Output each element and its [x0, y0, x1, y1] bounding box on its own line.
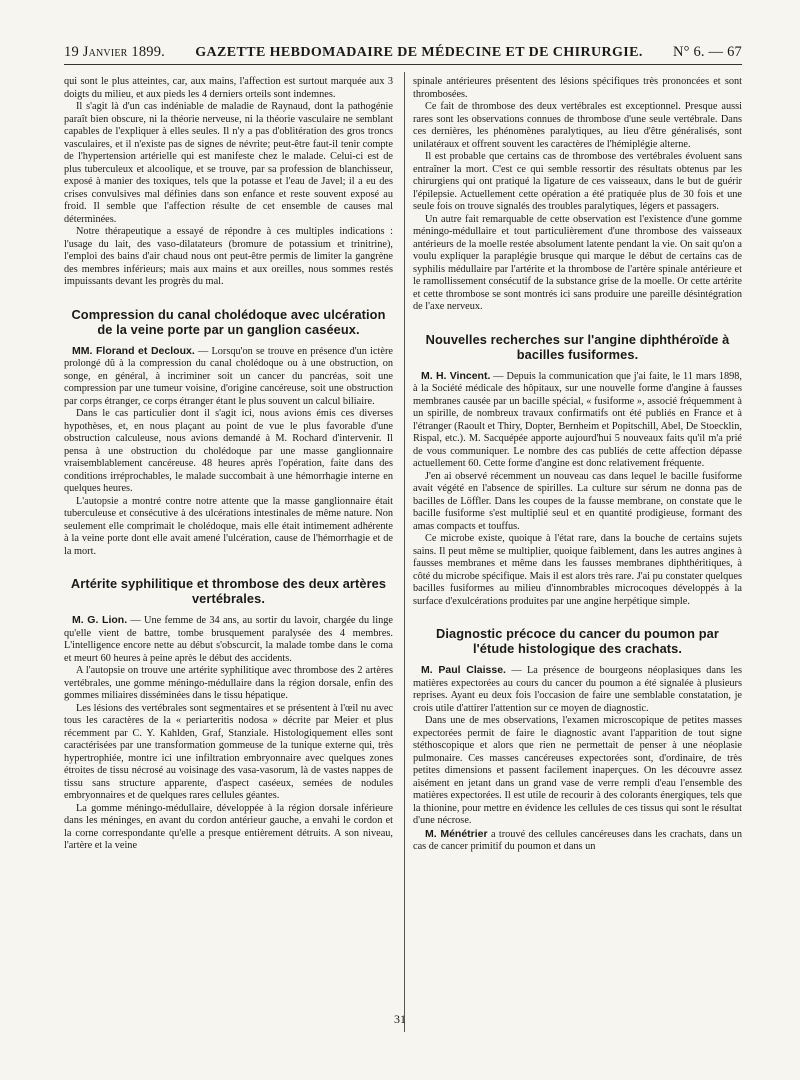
- paragraph: [413, 370, 742, 471]
- header-rule: [64, 64, 742, 65]
- paragraph: J'en ai observé récemment un nouveau cas dans lequel le bacille fusiforme avait végété en l'absence de spirilles. La culture sur sérum ne donna pas de bacilles de Löffler. Dans les coupes de la fausse membrane, on constate que le bacille fusiforme s'est multiplié seul et en quantité prodigieuse, formant des amas compacts et touffus.: [413, 470, 742, 532]
- right-column: [413, 76, 742, 854]
- paragraph: A l'autopsie on trouve une artérite syphilitique avec thrombose des 2 artères vertébrales, une gomme méningo-médullaire dans la région dorsale, enfin des gommes miliaires disséminées dans le tissu hépatique.: [64, 665, 393, 701]
- paragraph-text: a trouvé des cellules cancéreuses dans les crachats, dans un cas de cancer primitif du poumon et dans un: [413, 828, 742, 852]
- paragraph: [413, 664, 742, 715]
- paragraph: [64, 614, 393, 665]
- section-heading: Compression du canal cholédoque avec ulcération de la veine porte par un ganglion caséeux.: [71, 306, 386, 337]
- section-heading: Diagnostic précoce du cancer du poumon par l'étude histologique des crachats.: [436, 626, 719, 656]
- page-number: 31: [394, 1012, 406, 1026]
- left-column: [64, 76, 393, 853]
- issue-number: N° 6. — 67: [672, 44, 742, 60]
- paragraph: Notre thérapeutique a essayé de répondre à ces multiples indications : l'usage du lait, des vaso-dilatateurs (bromure de potassium et trinitrine), l'emploi des bains d'air chaud nous ont peut-être permis de limiter la gangrène des membres inférieurs; mais aux mains et aux oreilles, nous sommes restés impuissants devant les progrès du mal.: [64, 226, 393, 287]
- paragraph-text: — Une femme de 34 ans, au sortir du lavoir, chargée du linge qu'elle vient de battre, tombe brusquement paralysée des 4 membres. L'intelligence encore nette au début s'obscurcit, la malade tombe dans le coma et meurt 60 heures à peine après le début des accidents.: [64, 615, 393, 664]
- author-name: M. H. Vincent.: [421, 369, 491, 382]
- column-divider: [404, 72, 405, 1032]
- paragraph-text: — La présence de bourgeons néoplasiques dans les matières expectorées au cours du cancer du poumon a été signalée à plusieurs reprises. Ayant eu deux fois l'occasion de faire une semblable constatation, je crois utile d'attirer l'attention sur ce moyen de diagnostic.: [413, 665, 742, 714]
- paragraph: Un autre fait remarquable de cette observation est l'existence d'une gomme méningo-médullaire et tout particulièrement d'une thrombose des vaisseaux antérieurs de la moelle restée absolument latente pendant la vie. On sait qu'on a voulu expliquer la paraplégie brusque qui marque le début de certains cas de syphilis médullaire par l'artérite et la thrombose de l'artère spinale antérieure et le ramollissement consécutif de la substance grise de la moelle. Or cette artérite et cette thrombose se sont montrés ici sans produire une pareille désintégration de l'axe nerveux.: [413, 213, 742, 312]
- paragraph: Il s'agit là d'un cas indéniable de maladie de Raynaud, dont la pathogénie paraît bien obscure, ni la théorie nerveuse, ni la théorie vasculaire ne semblant capables de l'expliquer à elles seules. Il n'y a pas d'oblitération des gros troncs vasculaires, et il n'existe pas de signes de névrite; peut-être faut-il tenir compte de l'hypertension artérielle qui est manifeste chez le malade. Celui-ci est de plus tuberculeux et alcoolique, et se trouve, par sa profession de blanchisseur, exposé à manier des toxiques, tels que la potasse et l'eau de Javel; il a eu des crises convulsives mal définies dans son enfance et reste souvent exposé au froid. Il semble que l'affection résulte de cet ensemble de causes mal déterminées.: [64, 101, 393, 225]
- paragraph-text: — Lorsqu'on se trouve en présence d'un ictère prolongé dû à la compression du canal cholédoque ou à une obstruction, on songe, en général, à incriminer soit un cancer du pancréas, soit une compression par une tumeur voisine, d'origine cancéreuse, soit une obstruction par corps étranger, ce corps étranger étant le plus souvent un calcul biliaire.: [64, 345, 393, 407]
- paragraph: La gomme méningo-médullaire, développée à la région dorsale inférieure dans les méninges, en avant du cordon antérieur gauche, a envahi le cordon et la corne correspondante qu'elle a presque entièrement détruits. A son niveau, l'artère et la veine: [64, 802, 393, 851]
- running-header: [64, 44, 742, 61]
- author-name: M. Ménétrier: [425, 827, 488, 840]
- paragraph: spinale antérieures présentent des lésions spécifiques très prononcées et sont thrombosées.: [413, 76, 742, 100]
- author-name: MM. Florand et Decloux.: [72, 344, 195, 357]
- paragraph: Il est probable que certains cas de thrombose des vertébrales évoluent sans entraîner la mort. C'est ce qui semble ressortir des résultats obtenus par les chirurgiens qui ont pratiqué la ligature de ces vaisseaux, dans le but de guérir l'épilepsie. Actuellement cette opération a été pratiquée plus de 30 fois et une seule fois on trouve signalés des troubles paralytiques, légers et passagers.: [413, 151, 742, 212]
- section-heading: Nouvelles recherches sur l'angine diphthéroïde à bacilles fusiformes.: [425, 331, 730, 362]
- section-heading: Artérite syphilitique et thrombose des deux artères vertébrales.: [70, 576, 387, 606]
- paragraph: qui sont le plus atteintes, car, aux mains, l'affection est surtout marquée aux 3 doigts du milieu, et aux pieds les 4 derniers orteils sont indemnes.: [64, 76, 393, 100]
- author-name: M. Paul Claisse.: [421, 664, 506, 676]
- paragraph: Dans le cas particulier dont il s'agit ici, nous avions émis ces diverses hypothèses, et, en nous plaçant au point de vue le plus favorable d'une obstruction calculeuse, nous avions demandé à M. Rochard d'intervenir. Il pensa à une obstruction du cholédoque par une masse ganglionnaire vraisemblablement cancéreuse. 48 heures après l'opération, faite dans des conditions irréprochables, le malade succombait à une hémorrhagie interne en quelques heures.: [64, 408, 393, 494]
- paragraph: L'autopsie a montré contre notre attente que la masse ganglionnaire était tuberculeuse et consécutive à des ulcérations intestinales de même nature. Non seulement elle comprimait le cholédoque, mais elle était intimement adhérente à la veine porte dont elle avait amené l'ulcération, cause de l'hémorrhagie et de la mort.: [64, 495, 393, 557]
- author-name: M. G. Lion.: [72, 614, 128, 626]
- paragraph: [413, 828, 742, 854]
- paragraph: Les lésions des vertébrales sont segmentaires et se présentent à l'œil nu avec tous les caractères de la « periarteritis nodosa » décrite par Meier et plus récemment par C. Y. Kahlden, Graf, Stanziale. Histologiquement elles sont caractérisées par une transformation gommeuse de la tunique externe qui, très hypertrophiée, montre ici une infiltration embryonnaire avec quelques zones étroites de tissu nécrosé au voisinage des vasa-vasorum, là de vastes nappes de tissu sans structure apparente, d'aspect caséeux, semées de nodules embryonnaires et de quelques rares cellules géantes.: [64, 702, 393, 801]
- paragraph: [64, 345, 393, 409]
- header-date: 19 Janvier 1899.: [64, 44, 165, 60]
- paragraph-text: — Depuis la communication que j'ai faite, le 11 mars 1898, à la Société médicale des hôpitaux, sur une nouvelle forme d'angine à fausses membranes causée par un bacille spécial, « fusiforme », associé fréquemment à un spirille, de nombreux travaux confirmatifs ont été publiés en France et à l'étranger (Raoult et Thiry, Dopter, Bernheim et Popitschill, Abel, De Stoecklin, Rispal, etc.). M. Sacquépée apporte aujourd'hui 5 nouveaux faits qu'il m'a prié de vous communiquer. Le nombre des cas publiés de cette affection dépasse actuellement 60. Cette forme d'angine est donc relativement fréquente.: [413, 370, 742, 469]
- paragraph: Ce microbe existe, quoique à l'état rare, dans la bouche de certains sujets sains. Il peut même se multiplier, quoique faiblement, dans les autres angines à fausses membranes et même dans les fausses membranes diphthéritiques, à côté du microbe spécifique. Mais il est alors très rare. J'ai pu constater quelques bacilles fusiformes au milieu d'innombrables microcoques développés à la surface d'exulcérations produites par une angine herpétique simple.: [413, 533, 742, 607]
- paragraph: Ce fait de thrombose des deux vertébrales est exceptionnel. Presque aussi rares sont les observations connues de thrombose d'une seule vertébrale. Dans ces dernières, les phénomènes paralytiques, au lieu d'être généralisés, sont unilatéraux et offrent souvent les caractères de l'hémiplégie alterne.: [413, 101, 742, 150]
- journal-title: GAZETTE HEBDOMADAIRE DE MÉDECINE ET DE CHIRURGIE.: [195, 45, 643, 60]
- paragraph: Dans une de mes observations, l'examen microscopique de petites masses expectorées permit de faire le diagnostic avant l'apparition de tout signe stéthoscopique et alors que rien ne permettait de penser à une néoplasie pulmonaire. Ces masses cancéreuses expectorées sont, d'ordinaire, de très petites dimensions et passent facilement inaperçues. On les découvre assez aisément en jetant dans un grand vase de verre rempli d'eau l'ensemble des matières expectorées. Il est utile de recourir à des colorants énergiques, tels que la thionine, pour mettre en évidence les cellules de ces tissus qui sont le résultat d'une nécrose.: [413, 715, 742, 826]
